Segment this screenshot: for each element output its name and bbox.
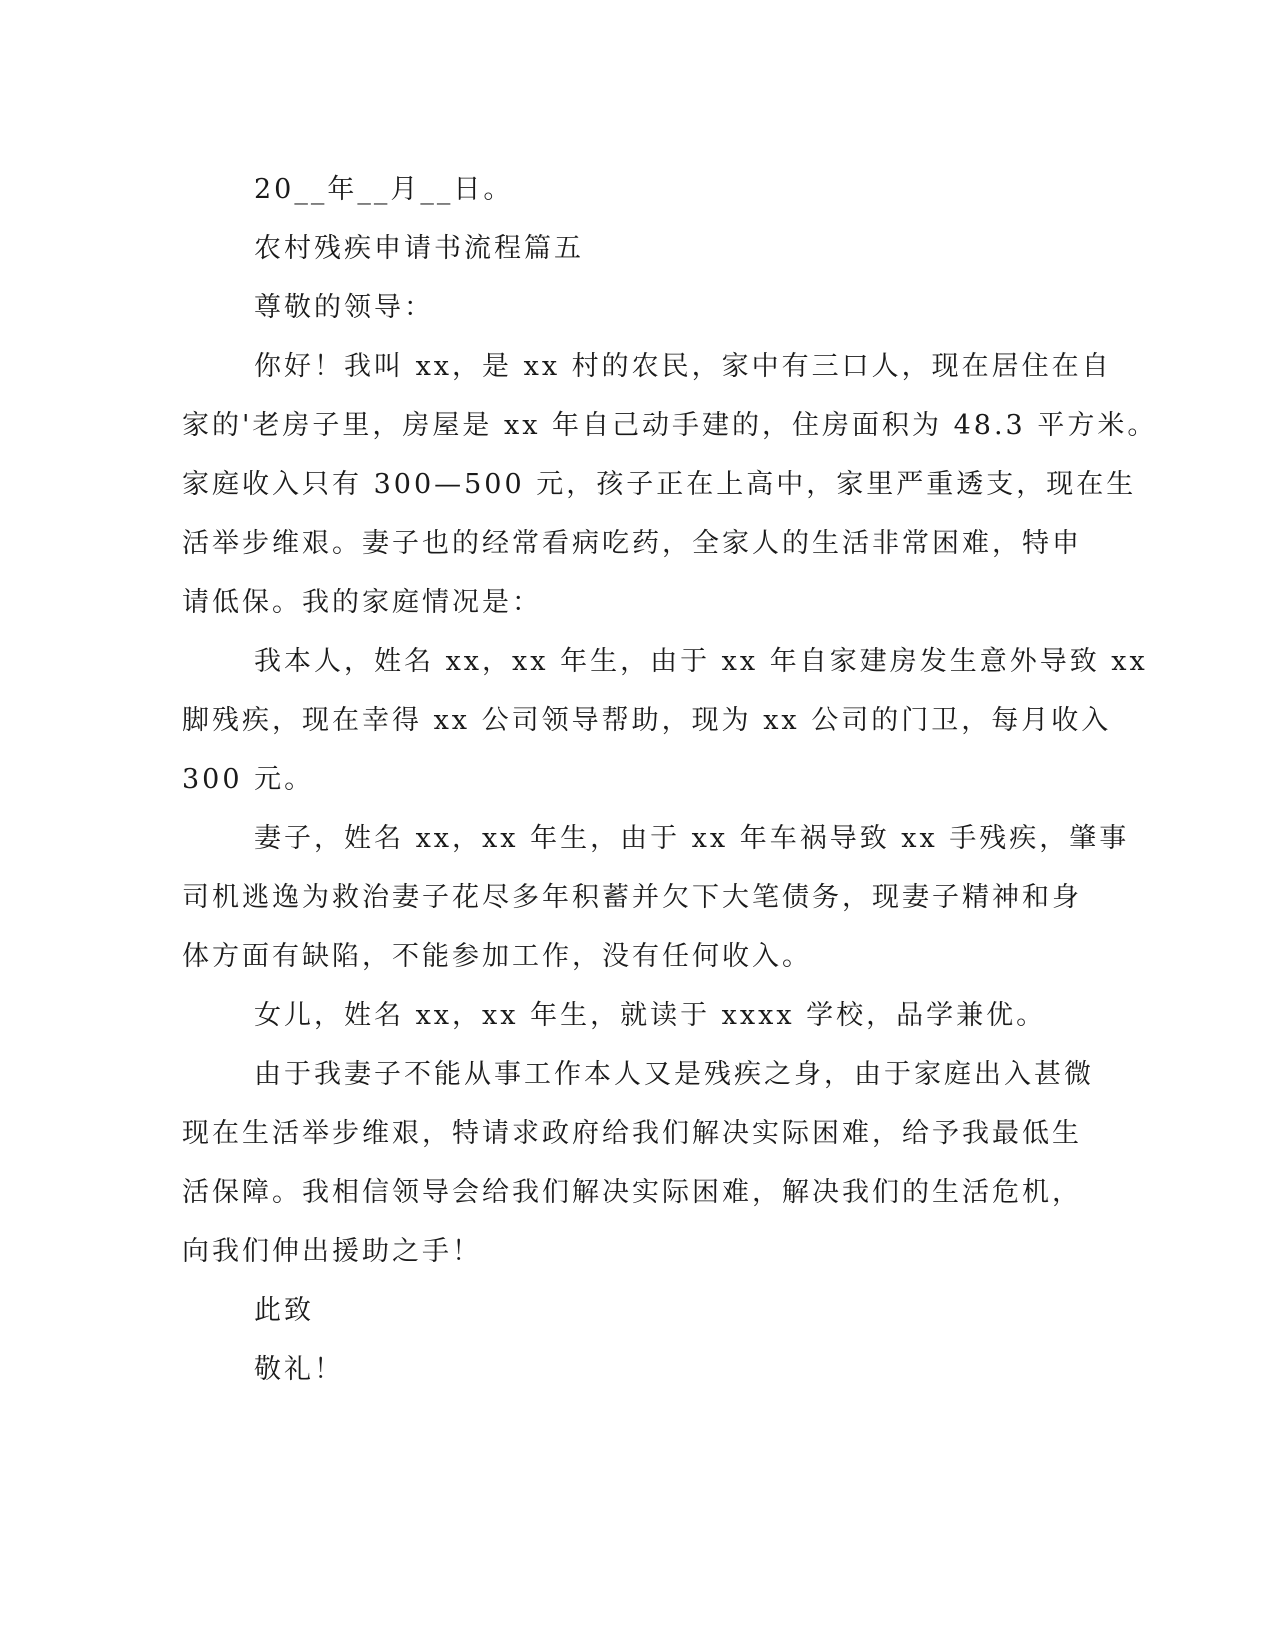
paragraph-line: 你好！我叫 xx，是 xx 村的农民，家中有三口人，现在居住在自 <box>254 351 1112 382</box>
paragraph-line: 我本人，姓名 xx，xx 年生，由于 xx 年自家建房发生意外导致 xx <box>254 646 1148 677</box>
paragraph-request <box>182 1045 1094 1281</box>
paragraph-line: 由于我妻子不能从事工作本人又是残疾之身，由于家庭出入甚微 <box>254 1059 1094 1090</box>
paragraph-line: 女儿，姓名 xx，xx 年生，就读于 xxxx 学校，品学兼优。 <box>254 1000 1047 1031</box>
paragraph-line: 请低保。我的家庭情况是： <box>182 587 542 618</box>
salutation: 尊敬的领导： <box>254 292 434 323</box>
paragraph-daughter <box>182 986 1047 1045</box>
closing-line: 此致 <box>254 1295 314 1326</box>
document-body <box>182 160 1158 1399</box>
paragraph-wife <box>182 809 1130 986</box>
date-line: 20__年__月__日。 <box>254 174 514 205</box>
closing-salute: 敬礼！ <box>254 1354 344 1385</box>
paragraph-line: 向我们伸出援助之手！ <box>182 1236 482 1267</box>
paragraph-line: 现在生活举步维艰，特请求政府给我们解决实际困难，给予我最低生 <box>182 1118 1082 1149</box>
paragraph-line: 300 元。 <box>182 764 315 795</box>
paragraph-line: 活保障。我相信领导会给我们解决实际困难，解决我们的生活危机， <box>182 1177 1082 1208</box>
paragraph-line: 家的'老房子里，房屋是 xx 年自己动手建的，住房面积为 48.3 平方米。 <box>182 410 1158 441</box>
paragraph-line: 妻子，姓名 xx，xx 年生，由于 xx 年车祸导致 xx 手残疾，肇事 <box>254 823 1130 854</box>
paragraph-self <box>182 632 1148 809</box>
paragraph-line: 活举步维艰。妻子也的经常看病吃药，全家人的生活非常困难，特申 <box>182 528 1082 559</box>
paragraph-line: 脚残疾，现在幸得 xx 公司领导帮助，现为 xx 公司的门卫，每月收入 <box>182 705 1112 736</box>
section-title: 农村残疾申请书流程篇五 <box>254 233 584 264</box>
paragraph-line: 司机逃逸为救治妻子花尽多年积蓄并欠下大笔债务，现妻子精神和身 <box>182 882 1082 913</box>
paragraph-greeting <box>182 337 1158 632</box>
paragraph-line: 家庭收入只有 300—500 元，孩子正在上高中，家里严重透支，现在生 <box>182 469 1137 500</box>
paragraph-line: 体方面有缺陷，不能参加工作，没有任何收入。 <box>182 941 812 972</box>
